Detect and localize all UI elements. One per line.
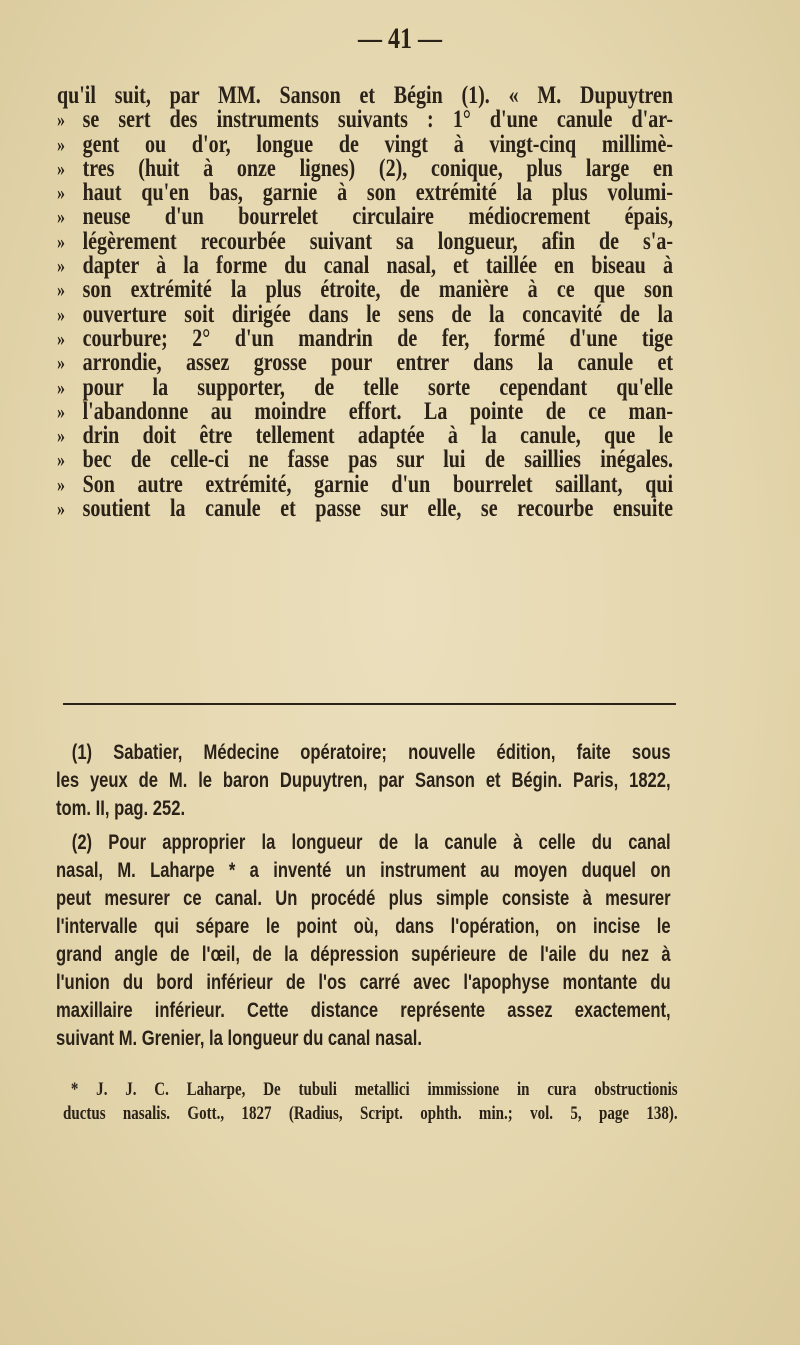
text-line — [57, 448, 673, 472]
text-line — [57, 373, 674, 401]
text-line-content: haut qu'en bas, garnie à son extrémité la plus volumi- — [82, 179, 674, 207]
text-line-content: dapter à la forme du canal nasal, et taillée en biseau à — [82, 252, 674, 280]
text-line-content: gent ou d'or, longue de vingt à vingt-cinq millimè- — [82, 130, 674, 158]
text-line — [57, 470, 674, 498]
quote-mark: » — [57, 449, 65, 472]
text-line-content: pour la supporter, de telle sorte cependant qu'elle — [82, 373, 674, 401]
footnote-line: l'intervalle qui sépare le point où, dans l'opération, on incise le — [56, 915, 671, 938]
text-line-content: ouverture soit dirigée dans le sens de la concavité de la — [82, 300, 674, 328]
text-line-content: légèrement recourbée suivant sa longueur, afin de s'a- — [82, 227, 674, 255]
text-line-content: arrondie, assez grosse pour entrer dans la canule et — [82, 349, 674, 377]
text-line-content: qu'il suit, par MM. Sanson et Bégin (1). « M. Dupuytren — [57, 82, 673, 109]
text-line — [57, 278, 673, 302]
quote-mark: » — [57, 206, 65, 229]
quote-mark: » — [57, 182, 65, 205]
text-line-content: courbure; 2° d'un mandrin de fer, formé d'une tige — [82, 324, 674, 352]
quote-mark: » — [57, 230, 65, 253]
text-line — [57, 300, 674, 328]
footnote-line: l'union du bord inférieur de l'os carré avec l'apophyse montante du — [56, 971, 671, 994]
text-line — [57, 181, 673, 205]
footnote-line: maxillaire inférieur. Cette distance représente assez exactement, — [56, 999, 671, 1022]
quote-mark: » — [57, 327, 65, 350]
footnote-line: grand angle de l'œil, de la dépression supérieure de l'aile du nez à — [56, 943, 671, 966]
text-line — [57, 324, 674, 352]
footnote-divider — [63, 703, 676, 705]
quote-mark: » — [57, 109, 65, 132]
quote-mark: » — [57, 473, 65, 496]
footnote-line: les yeux de M. le baron Dupuytren, par Sanson et Bégin. Paris, 1822, — [56, 769, 671, 792]
main-text — [57, 84, 673, 521]
text-line-content: soutient la canule et passe sur elle, se recourbe ensuite — [82, 495, 674, 523]
text-line — [57, 497, 673, 521]
footnote-line: nasal, M. Laharpe * a inventé un instrument au moyen duquel on — [56, 859, 671, 882]
quote-mark: » — [57, 157, 65, 180]
text-line — [57, 351, 673, 375]
text-line-content: Son autre extrémité, garnie d'un bourrelet saillant, qui — [82, 470, 674, 498]
text-line — [57, 84, 673, 108]
sub-footnote-line: ductus nasalis. Gott., 1827 (Radius, Script. ophth. min.; vol. 5, page 138). — [63, 1103, 678, 1124]
text-line — [57, 227, 674, 255]
text-line — [57, 130, 674, 158]
sub-footnote-line: * J. J. C. Laharpe, De tubuli metallici immissione in cura obstructionis — [70, 1079, 678, 1100]
quote-mark: » — [57, 352, 65, 375]
footnote-line: (2) Pour approprier la longueur de la canule à celle du canal — [71, 831, 671, 854]
text-line — [57, 205, 673, 229]
text-line-content: tres (huit à onze lignes) (2), conique, plus large en — [82, 154, 674, 182]
quote-mark: » — [57, 376, 65, 399]
footnote-line: suivant M. Grenier, la longueur du canal nasal. — [56, 1027, 423, 1050]
quote-mark: » — [57, 303, 65, 326]
quote-mark: » — [57, 279, 65, 302]
page-number: — 41 — — [358, 22, 442, 55]
quote-mark: » — [57, 133, 65, 156]
text-line-content: neuse d'un bourrelet circulaire médiocrement épais, — [82, 203, 674, 231]
footnote-line: tom. II, pag. 252. — [56, 797, 186, 820]
text-line-content: drin doit être tellement adaptée à la canule, que le — [82, 422, 674, 450]
quote-mark: » — [57, 255, 65, 278]
text-line-content: se sert des instruments suivants : 1° d'une canule d'ar- — [82, 106, 674, 134]
text-line — [57, 397, 674, 425]
text-line — [57, 108, 673, 132]
quote-mark: » — [57, 400, 65, 423]
quote-mark: » — [57, 498, 65, 521]
sub-footnote — [63, 1078, 678, 1126]
footnotes — [56, 739, 671, 1053]
text-line — [57, 254, 673, 278]
footnote-line: peut mesurer ce canal. Un procédé plus simple consiste à mesurer — [56, 887, 671, 910]
text-line-content: bec de celle-ci ne fasse pas sur lui de saillies inégales. — [82, 446, 674, 474]
footnote-line: (1) Sabatier, Médecine opératoire; nouvelle édition, faite sous — [71, 741, 671, 764]
text-line — [57, 154, 674, 182]
quote-mark: » — [57, 425, 65, 448]
text-line-content: l'abandonne au moindre effort. La pointe de ce man- — [82, 397, 674, 425]
text-line-content: son extrémité la plus étroite, de manière à ce que son — [82, 276, 674, 304]
text-line — [57, 424, 673, 448]
